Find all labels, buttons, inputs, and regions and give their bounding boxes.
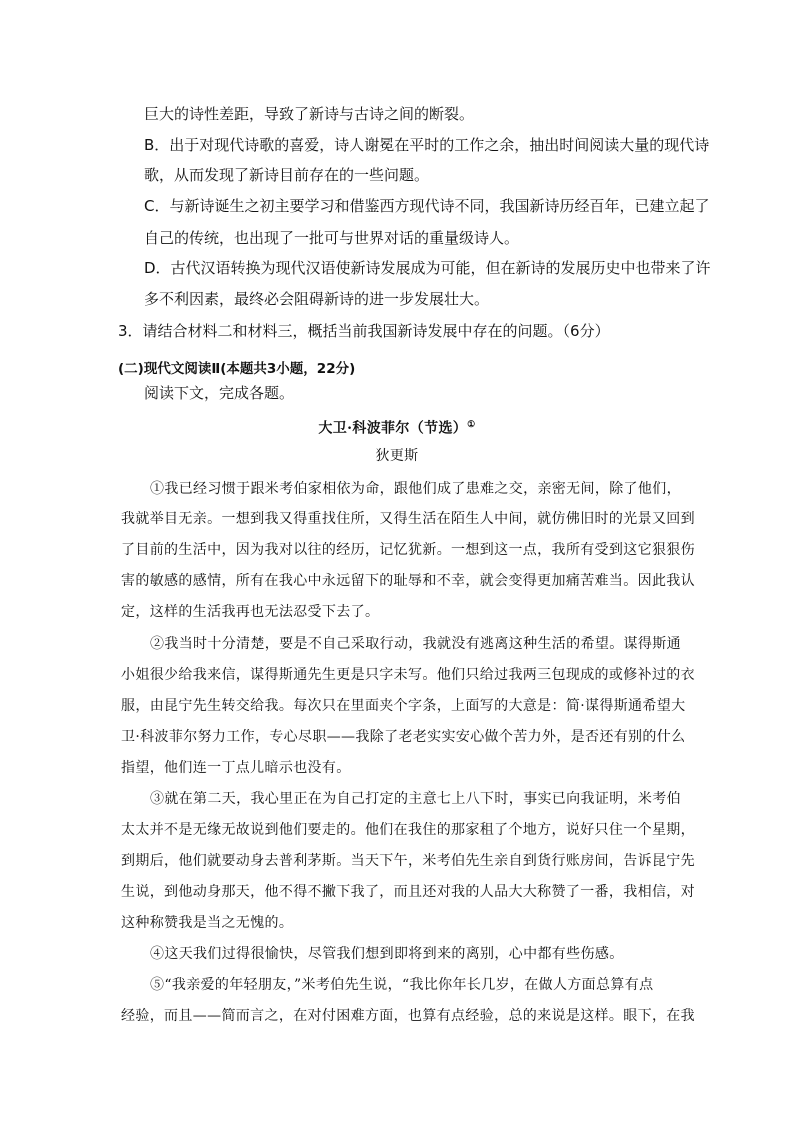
footnote-mark: ① xyxy=(467,420,476,430)
question-3: 3．请结合材料二和材料三，概括当前我国新诗发展中存在的问题。（6分） xyxy=(118,322,610,340)
section-instruction: 阅读下文，完成各题。 xyxy=(144,384,295,402)
passage-line: ③就在第二天，我心里正在为自己打定的主意七上八下时，事实已向我证明，米考伯 xyxy=(150,791,681,807)
passage-line: 服，由昆宁先生转交给我。每次只在里面夹个字条，上面写的大意是：简·谋得斯通希望大 xyxy=(121,698,686,714)
option-d-line-1: D．古代汉语转换为现代汉语使新诗发展成为可能，但在新诗的发展历史中也带来了许 xyxy=(144,259,711,277)
passage-line: 定，这样的生活我再也无法忍受下去了。 xyxy=(121,604,380,620)
passage-line: 生说，到他动身那天，他不得不撇下我了，而且还对我的人品大大称赞了一番，我相信，对 xyxy=(121,884,695,900)
passage-line: ①我已经习惯于跟米考伯家相依为命，跟他们成了患难之交，亲密无间，除了他们， xyxy=(150,481,681,497)
passage-line: 我就举目无亲。一想到我又得重找住所，又得生活在陌生人中间，就仿佛旧时的光景又回到 xyxy=(121,511,695,527)
passage-line: 指望，他们连一丁点儿暗示也没有。 xyxy=(121,760,351,776)
passage-line: 太太并不是无缘无故说到他们要走的。他们在我住的那家租了个地方，说好只住一个星期， xyxy=(121,822,695,838)
option-c-line-2: 自己的传统，也出现了一批可与世界对话的重量级诗人。 xyxy=(144,229,520,247)
passage-line: 经验，而且——简而言之，在对付困难方面，也算有点经验，总的来说是这样。眼下，在我 xyxy=(121,1008,695,1024)
section-heading: (二)现代文阅读Ⅱ(本题共3小题，22分) xyxy=(118,361,356,377)
option-d-line-2: 多不利因素，最终必会阻碍新诗的进一步发展壮大。 xyxy=(144,290,490,308)
passage-line: ④这天我们过得很愉快，尽管我们想到即将到来的离别，心中都有些伤感。 xyxy=(150,946,624,962)
option-c-line-1: C．与新诗诞生之初主要学习和借鉴西方现代诗不同，我国新诗历经百年，已建立起了 xyxy=(144,197,710,215)
passage-title-text: 大卫·科波菲尔（节选） xyxy=(318,420,468,437)
option-a-continuation: 巨大的诗性差距，导致了新诗与古诗之间的断裂。 xyxy=(144,105,475,123)
passage-line: 卫·科波菲尔努力工作，专心尽职——我除了老老实实安心做个苦力外，是否还有别的什么 xyxy=(121,729,686,745)
option-b-line-2: 歌，从而发现了新诗目前存在的一些问题。 xyxy=(144,166,430,184)
passage-line: 这种称赞我是当之无愧的。 xyxy=(121,915,294,931)
passage-line: 了目前的生活中，因为我对以往的经历，记忆犹新。一想到这一点，我所有受到这它狠狠伤 xyxy=(121,542,695,558)
passage-line: 害的敏感的感情，所有在我心中永远留下的耻辱和不幸，就会变得更加痛苦难当。因此我认 xyxy=(121,573,695,589)
option-b-line-1: B．出于对现代诗歌的喜爱，诗人谢冕在平时的工作之余，抽出时间阅读大量的现代诗 xyxy=(144,136,710,154)
passage-title xyxy=(0,415,794,439)
passage-author: 狄更斯 xyxy=(375,448,419,464)
passage-line: ⑤“我亲爱的年轻朋友，”米考伯先生说，“我比你年长几岁，在做人方面总算有点 xyxy=(150,977,654,993)
passage-line: 小姐很少给我来信，谋得斯通先生更是只字未写。他们只给过我两三包现成的或修补过的衣 xyxy=(121,667,695,683)
passage-line: ②我当时十分清楚，要是不自己采取行动，我就没有逃离这种生活的希望。谋得斯通 xyxy=(150,636,681,652)
passage-line: 到期后，他们就要动身去普利茅斯。当天下午，米考伯先生亲自到货行账房间，告诉昆宁先 xyxy=(121,853,695,869)
